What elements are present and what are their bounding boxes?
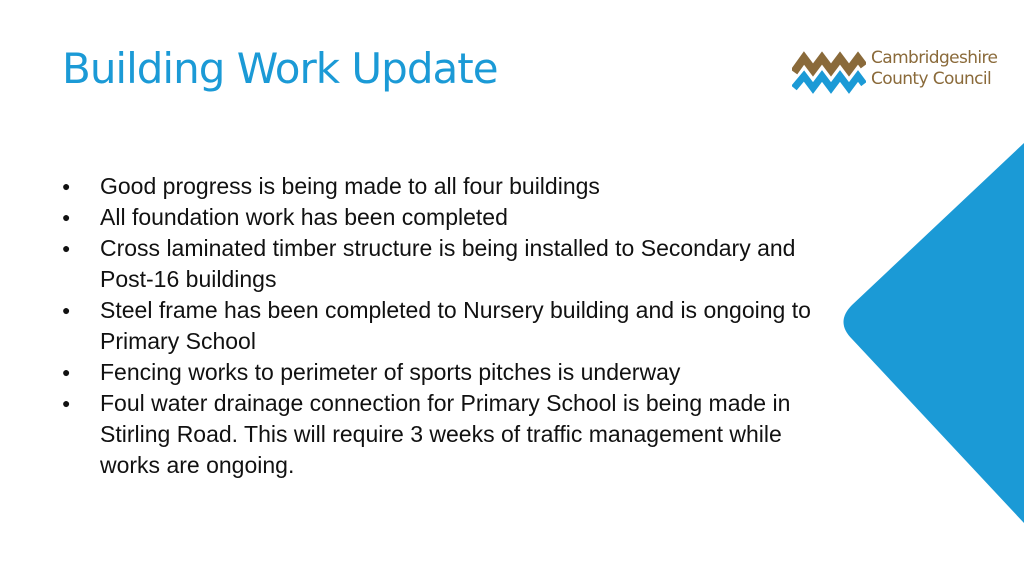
logo-line-2: County Council <box>871 69 992 89</box>
list-item: ● Steel frame has been completed to Nursery building and is ongoing to Primary School <box>62 297 811 354</box>
bullet-icon: ● <box>62 302 71 318</box>
bullet-icon: ● <box>62 240 71 256</box>
logo-line-1: Cambridgeshire <box>871 48 998 68</box>
list-item: ● Good progress is being made to all four buildings <box>58 171 838 202</box>
slide-title: Building Work Update <box>62 44 498 93</box>
list-item: ● Fencing works to perimeter of sports pitches is underway <box>58 357 838 388</box>
bullet-icon: ● <box>62 178 71 194</box>
list-item: ● Cross laminated timber structure is being installed to Secondary and Post-16 buildings <box>62 235 796 292</box>
bullet-icon: ● <box>62 364 71 380</box>
list-item: ● Foul water drainage connection for Primary School is being made in Stirling Road. This will require 3 weeks of traffic management while works are ongoing. <box>62 390 791 478</box>
wave-logo-icon <box>792 50 866 94</box>
bullet-list <box>58 171 838 481</box>
bullet-icon: ● <box>62 395 71 411</box>
list-item: ● All foundation work has been completed <box>58 202 838 233</box>
bullet-icon: ● <box>62 209 71 225</box>
council-logo <box>792 48 1007 96</box>
